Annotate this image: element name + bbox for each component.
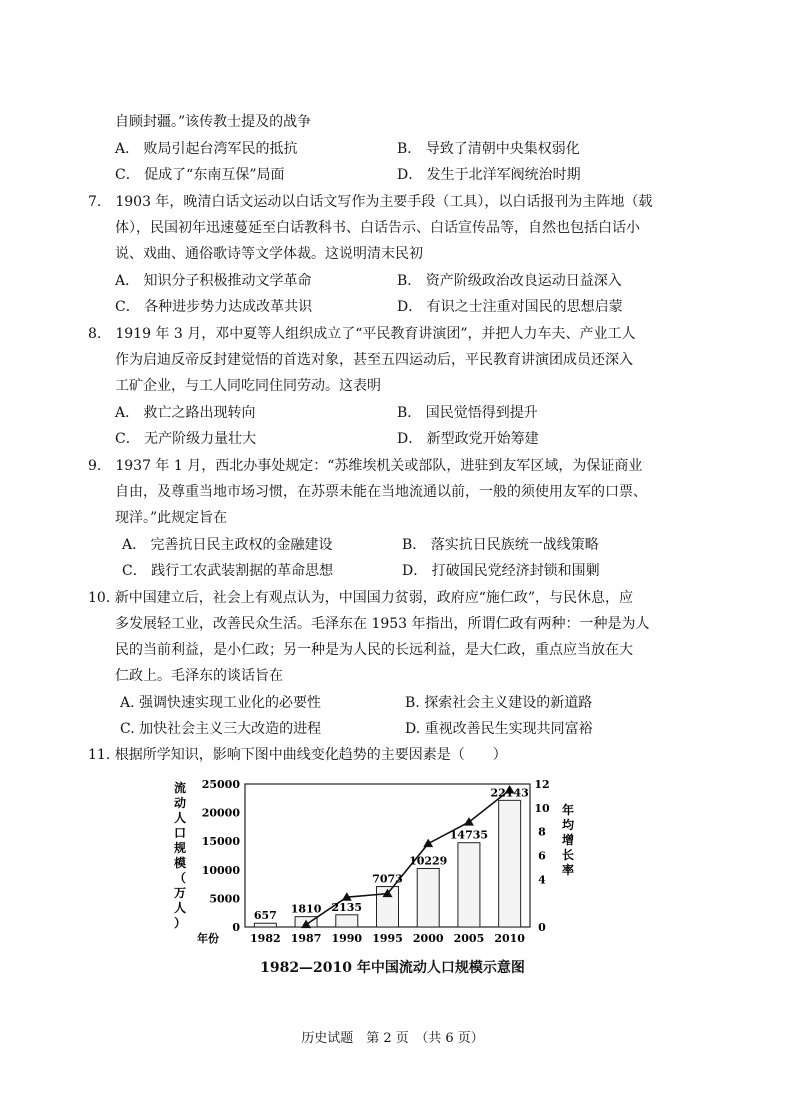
y2-axis-label-char: 长 [561, 848, 575, 862]
y-axis-label-char: 规 [173, 841, 187, 855]
q7-stem-line3: 说、戏曲、通俗歌诗等文学体裁。这说明清末民初 [115, 246, 423, 262]
bar-value-label: 1810 [290, 902, 322, 916]
q6-option-d: D． 发生于北洋军阀统治时期 [397, 167, 581, 183]
y-axis-label-char: 人 [173, 811, 187, 825]
x-tick-label: 2000 [412, 932, 444, 945]
q10-stem-line4: 仁政上。毛泽东的谈话旨在 [115, 668, 283, 684]
bar [458, 843, 480, 927]
page-footer: 历史试题 第 2 页 （共 6 页） [301, 1031, 484, 1046]
bar [499, 800, 521, 927]
x-tick-label: 2005 [453, 932, 485, 945]
y-tick-label: 15000 [201, 835, 240, 849]
q9-option-b: B． 落实抗日民族统一战线策略 [402, 537, 599, 553]
y-axis-label-char: 口 [173, 826, 187, 840]
q10-option-d: D. 重视改善民生实现共同富裕 [405, 721, 593, 737]
q7-option-b: B． 资产阶级政治改良运动日益深入 [397, 273, 622, 289]
q10-option-a: A. 强调快速实现工业化的必要性 [120, 695, 322, 711]
bar [336, 915, 358, 927]
x-tick-label: 1995 [372, 932, 403, 945]
q6-option-c: C． 促成了“东南互保”局面 [115, 167, 285, 183]
q10-stem-line1: 10. 新中国建立后，社会上有观点认为，中国国力贫弱，政府应“施仁政”，与民休息，应 [88, 590, 634, 606]
q8-option-c: C． 无产阶级力量壮大 [115, 431, 257, 447]
y-axis-label-char: 流 [173, 781, 187, 795]
y-tick-label: 20000 [201, 806, 240, 820]
y2-axis-label-char: 率 [561, 863, 575, 877]
q7-option-c: C． 各种进步势力达成改革共识 [115, 299, 313, 315]
y-axis-label-char: 万 [173, 886, 187, 900]
y-axis-label-char: （ [173, 871, 187, 885]
q7-stem-line2: 体），民国初年迅速蔓延至白话教科书、白话告示、白话宣传品等，自然也包括白话小 [115, 220, 640, 236]
bar-value-label: 10229 [409, 854, 448, 868]
q9-option-a: A． 完善抗日民主政权的金融建设 [122, 537, 333, 553]
q8-stem-line2: 作为启迪反帝反封建觉悟的首选对象，甚至五四运动后，平民教育讲演团成员还深入 [115, 352, 633, 368]
bar-value-label: 22143 [490, 786, 529, 800]
y2-axis-label-char: 年 [561, 803, 575, 817]
y2-tick-label: 4 [538, 873, 546, 887]
y-tick-label: 0 [232, 921, 240, 934]
bar-value-label: 14735 [449, 828, 489, 842]
y-tick-label: 5000 [209, 892, 240, 906]
q10-option-b: B. 探索社会主义建设的新道路 [405, 695, 593, 711]
bar-value-label: 657 [253, 909, 277, 923]
bar [417, 868, 439, 927]
y-tick-label: 25000 [201, 778, 240, 791]
q8-option-b: B． 国民觉悟得到提升 [397, 405, 538, 421]
q10-option-c: C. 加快社会主义三大改造的进程 [120, 721, 322, 737]
q7-stem-line1: 7. 1903 年，晚清白话文运动以白话文写作为主要手段（工具），以白话报刊为主阵地（载 [88, 194, 653, 210]
bar-value-label: 2135 [331, 900, 363, 914]
x-tick-label: 1987 [290, 932, 322, 945]
y-axis-label-char: 模 [173, 856, 187, 870]
population-chart [160, 772, 620, 952]
q8-option-d: D． 新型政党开始筹建 [397, 431, 539, 447]
y2-tick-label: 10 [534, 801, 550, 815]
q9-stem-line2: 自由，及尊重当地市场习惯，在苏票未能在当地流通以前，一般的须使用友军的口票、 [115, 484, 647, 500]
y-tick-label: 10000 [201, 863, 240, 877]
q9-stem-line3: 现洋。”此规定旨在 [115, 510, 228, 526]
q6-stem-tail: 自顾封疆。”该传教士提及的战争 [115, 114, 312, 130]
y2-tick-label: 0 [538, 921, 546, 934]
growth-rate-marker [423, 839, 433, 848]
q6-option-a: A． 败局引起台湾军民的抵抗 [115, 141, 298, 157]
y-axis-label-char: 人 [173, 901, 187, 915]
x-tick-label: 1990 [331, 932, 363, 945]
bar [254, 923, 276, 927]
q8-stem-line3: 工矿企业，与工人同吃同住同劳动。这表明 [115, 378, 381, 394]
q7-option-a: A． 知识分子积极推动文学革命 [115, 273, 312, 289]
q8-option-a: A． 救亡之路出现转向 [115, 405, 256, 421]
bar-value-label: 7073 [372, 872, 403, 886]
x-tick-label: 2010 [494, 932, 525, 945]
x-axis-label: 年份 [197, 932, 219, 945]
y2-axis-label-char: 增 [561, 833, 575, 847]
q9-option-c: C． 践行工农武装割据的革命思想 [122, 563, 334, 579]
q10-stem-line3: 民的当前利益，是小仁政；另一种是为人民的长远利益，是大仁政，重点应当放在大 [115, 642, 633, 658]
q8-stem-line1: 8. 1919 年 3 月，邓中夏等人组织成立了“平民教育讲演团”，并把人力车夫、产业工人 [88, 326, 636, 342]
q6-option-b: B． 导致了清朝中央集权弱化 [397, 141, 580, 157]
chart-title: 1982—2010 年中国流动人口规模示意图 [260, 960, 525, 976]
y2-tick-label: 12 [534, 778, 550, 791]
x-tick-label: 1982 [250, 932, 281, 945]
y-axis-label-char: 动 [173, 796, 187, 810]
q11-stem: 11. 根据所学知识，影响下图中曲线变化趋势的主要因素是（ ） [88, 747, 507, 763]
q9-stem-line1: 9. 1937 年 1 月，西北办事处规定：“苏维埃机关或部队，进驻到友军区域，为保证商业 [88, 458, 643, 474]
q9-option-d: D． 打破国民党经济封锁和围剿 [402, 563, 600, 579]
y-axis-label-char: ） [173, 916, 187, 930]
y2-axis-label-char: 均 [561, 818, 575, 832]
q10-stem-line2: 多发展轻工业，改善民众生活。毛泽东在 1953 年指出，所谓仁政有两种：一种是为人 [115, 616, 650, 632]
y2-tick-label: 6 [538, 849, 546, 863]
y2-tick-label: 8 [538, 825, 546, 839]
q7-option-d: D． 有识之士注重对国民的思想启蒙 [397, 299, 623, 315]
